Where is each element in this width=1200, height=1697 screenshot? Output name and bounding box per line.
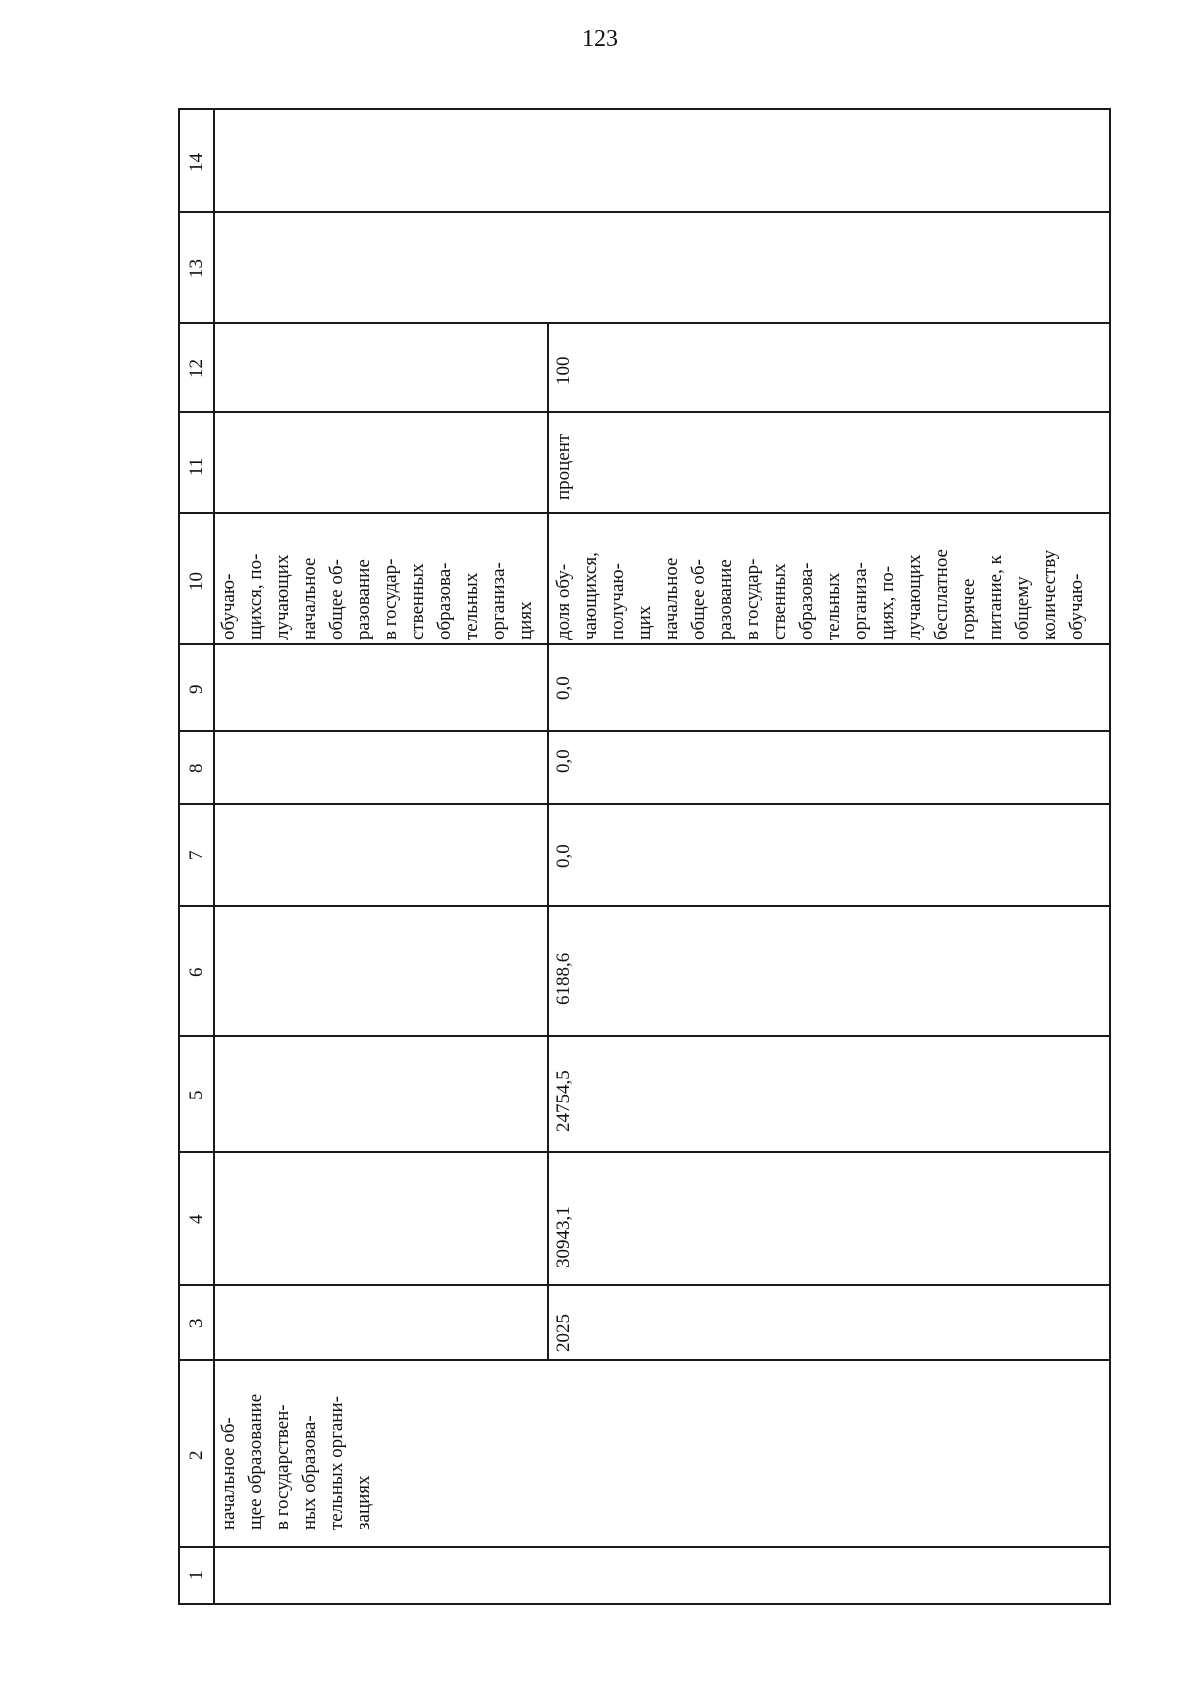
col-header-7: 7: [186, 850, 207, 860]
row1-col10-text: [215, 554, 539, 640]
row1-col10-line: в государ-: [380, 558, 401, 640]
row2-col10-line: обучаю-: [1066, 573, 1087, 640]
row2-col10-line: разование: [715, 559, 736, 640]
row1-col10-line: лучающих: [272, 554, 293, 640]
col-boundary-14-13: [178, 211, 1111, 213]
row2-col10-line: чающихся,: [580, 552, 601, 640]
col-boundary-9-8: [178, 730, 1111, 732]
row2-col10-line: общее об-: [688, 559, 709, 640]
row2-col11-unit: процент: [553, 433, 574, 500]
row2-col10-line: образова-: [796, 562, 817, 640]
row2-col4-value: 30943,1: [553, 1206, 574, 1268]
row2-col6-value: 6188,6: [553, 952, 574, 1005]
row1-col10-line: разование: [353, 559, 374, 640]
row2-col5-value: 24754,5: [553, 1070, 574, 1132]
row1-col10-line: тельных: [461, 572, 482, 640]
row1-col10-line: общее об-: [326, 559, 347, 640]
row2-col10-line: щих: [634, 605, 655, 640]
col-boundary-2-1: [178, 1546, 1111, 1548]
col-boundary-11-10: [178, 512, 1111, 514]
table-border-bottom: [178, 1603, 1111, 1605]
col-header-1: 1: [186, 1570, 207, 1580]
page-number: 123: [582, 26, 618, 52]
row1-col2-line: начальное об-: [218, 1417, 239, 1530]
col-boundary-6-5: [178, 1035, 1111, 1037]
row2-col10-line: в государ-: [742, 558, 763, 640]
col-header-9: 9: [186, 684, 207, 694]
col-boundary-12-11: [178, 411, 1111, 413]
row2-col10-line: горячее: [958, 578, 979, 640]
table-border-right: [1109, 108, 1111, 1605]
row2-col10-line: ственных: [769, 563, 790, 640]
row1-col10-line: образова-: [434, 562, 455, 640]
row2-col12-value: 100: [553, 356, 574, 385]
row2-col10-text: [550, 549, 1090, 640]
row1-col2-line: зациях: [353, 1475, 374, 1530]
row2-col10-line: начальное: [661, 557, 682, 640]
col-header-10: 10: [186, 572, 207, 591]
row2-col10-line: тельных: [823, 572, 844, 640]
row2-col10-line: организа-: [850, 562, 871, 640]
col-boundary-5-4: [178, 1151, 1111, 1153]
col-header-12: 12: [186, 359, 207, 378]
row2-col10-line: получаю-: [607, 563, 628, 640]
col-header-13: 13: [186, 259, 207, 278]
row2-col10-line: общему: [1012, 576, 1033, 640]
col-boundary-7-6: [178, 905, 1111, 907]
col-header-11: 11: [186, 457, 207, 476]
col-boundary-8-7: [178, 803, 1111, 805]
row1-col10-line: циях: [515, 601, 536, 640]
col-header-4: 4: [186, 1214, 207, 1224]
row2-col10-line: бесплатное: [931, 549, 952, 640]
col-boundary-10-9: [178, 643, 1111, 645]
row1-col2-line: в государствен-: [272, 1404, 293, 1530]
row2-col10-line: лучающих: [904, 554, 925, 640]
col-boundary-3-2: [178, 1359, 1111, 1361]
col-header-8: 8: [186, 763, 207, 773]
row-separator: [547, 322, 549, 1359]
col-header-14: 14: [186, 153, 207, 172]
col-boundary-4-3: [178, 1284, 1111, 1286]
row2-col10-line: количеству: [1039, 549, 1060, 640]
row2-col10-line: циях, по-: [877, 565, 898, 640]
row1-col2-line: тельных органи-: [326, 1396, 347, 1530]
row2-col7-value: 0,0: [553, 844, 574, 868]
row1-col10-line: организа-: [488, 562, 509, 640]
row2-col3-year: 2025: [553, 1314, 574, 1352]
row1-col10-line: ственных: [407, 563, 428, 640]
col-header-5: 5: [186, 1090, 207, 1100]
row2-col10-line: доля обу-: [553, 563, 574, 640]
row1-col2-text: [215, 1394, 377, 1530]
header-separator: [213, 108, 215, 1605]
col-boundary-13-12: [178, 322, 1111, 324]
table-border-left: [178, 108, 180, 1605]
table-border-top: [178, 108, 1111, 110]
row2-col10-line: питание, к: [985, 555, 1006, 640]
row1-col10-line: щихся, по-: [245, 553, 266, 640]
row2-col8-value: 0,0: [553, 749, 574, 773]
row2-col9-value: 0,0: [553, 676, 574, 700]
col-header-3: 3: [186, 1318, 207, 1328]
col-header-6: 6: [186, 967, 207, 977]
col-header-2: 2: [186, 1450, 207, 1460]
row1-col2-line: ных образова-: [299, 1415, 320, 1530]
row1-col2-line: щее образование: [245, 1393, 266, 1530]
row1-col10-line: обучаю-: [218, 573, 239, 640]
row1-col10-line: начальное: [299, 557, 320, 640]
